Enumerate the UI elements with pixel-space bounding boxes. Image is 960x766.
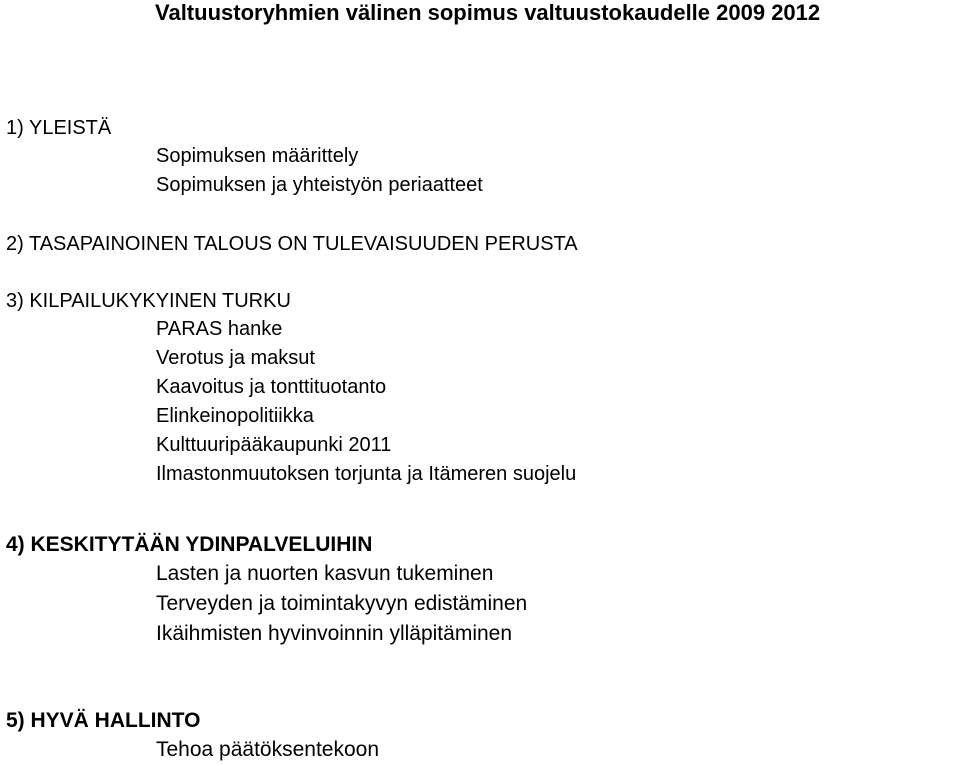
list-item: Ikäihmisten hyvinvoinnin ylläpitäminen xyxy=(156,622,513,645)
list-item: Elinkeinopolitiikka xyxy=(156,405,314,427)
section-ydinpalvelut xyxy=(6,530,527,649)
list-item: PARAS hanke xyxy=(156,318,283,340)
list-item: Verotus ja maksut xyxy=(156,347,315,369)
list-item: Kaavoitus ja tonttituotanto xyxy=(156,376,387,398)
section-heading: 1) YLEISTÄ xyxy=(6,117,112,139)
list-item: Sopimuksen määrittely xyxy=(156,145,359,167)
list-item: Lasten ja nuorten kasvun tukeminen xyxy=(156,562,494,585)
section-yleista xyxy=(6,114,483,200)
section-heading: 4) KESKITYTÄÄN YDINPALVELUIHIN xyxy=(6,533,373,556)
section-talous xyxy=(6,230,578,258)
list-item: Terveyden ja toimintakyvyn edistäminen xyxy=(156,592,528,615)
section-heading: 3) KILPAILUKYKYINEN TURKU xyxy=(6,290,291,312)
list-item: Sopimuksen ja yhteistyön periaatteet xyxy=(156,174,483,196)
list-item: Tehoa päätöksentekoon xyxy=(156,738,380,761)
section-kilpailukykyinen-turku xyxy=(6,287,576,489)
list-item: Ilmastonmuutoksen torjunta ja Itämeren suojelu xyxy=(156,463,577,485)
list-item: Kulttuuripääkaupunki 2011 xyxy=(156,434,392,456)
section-hyva-hallinto xyxy=(6,706,379,765)
section-heading: 5) HYVÄ HALLINTO xyxy=(6,709,201,732)
document-title: Valtuustoryhmien välinen sopimus valtuustokaudelle 2009 2012 xyxy=(155,0,821,25)
section-heading: 2) TASAPAINOINEN TALOUS ON TULEVAISUUDEN PERUSTA xyxy=(6,233,578,255)
